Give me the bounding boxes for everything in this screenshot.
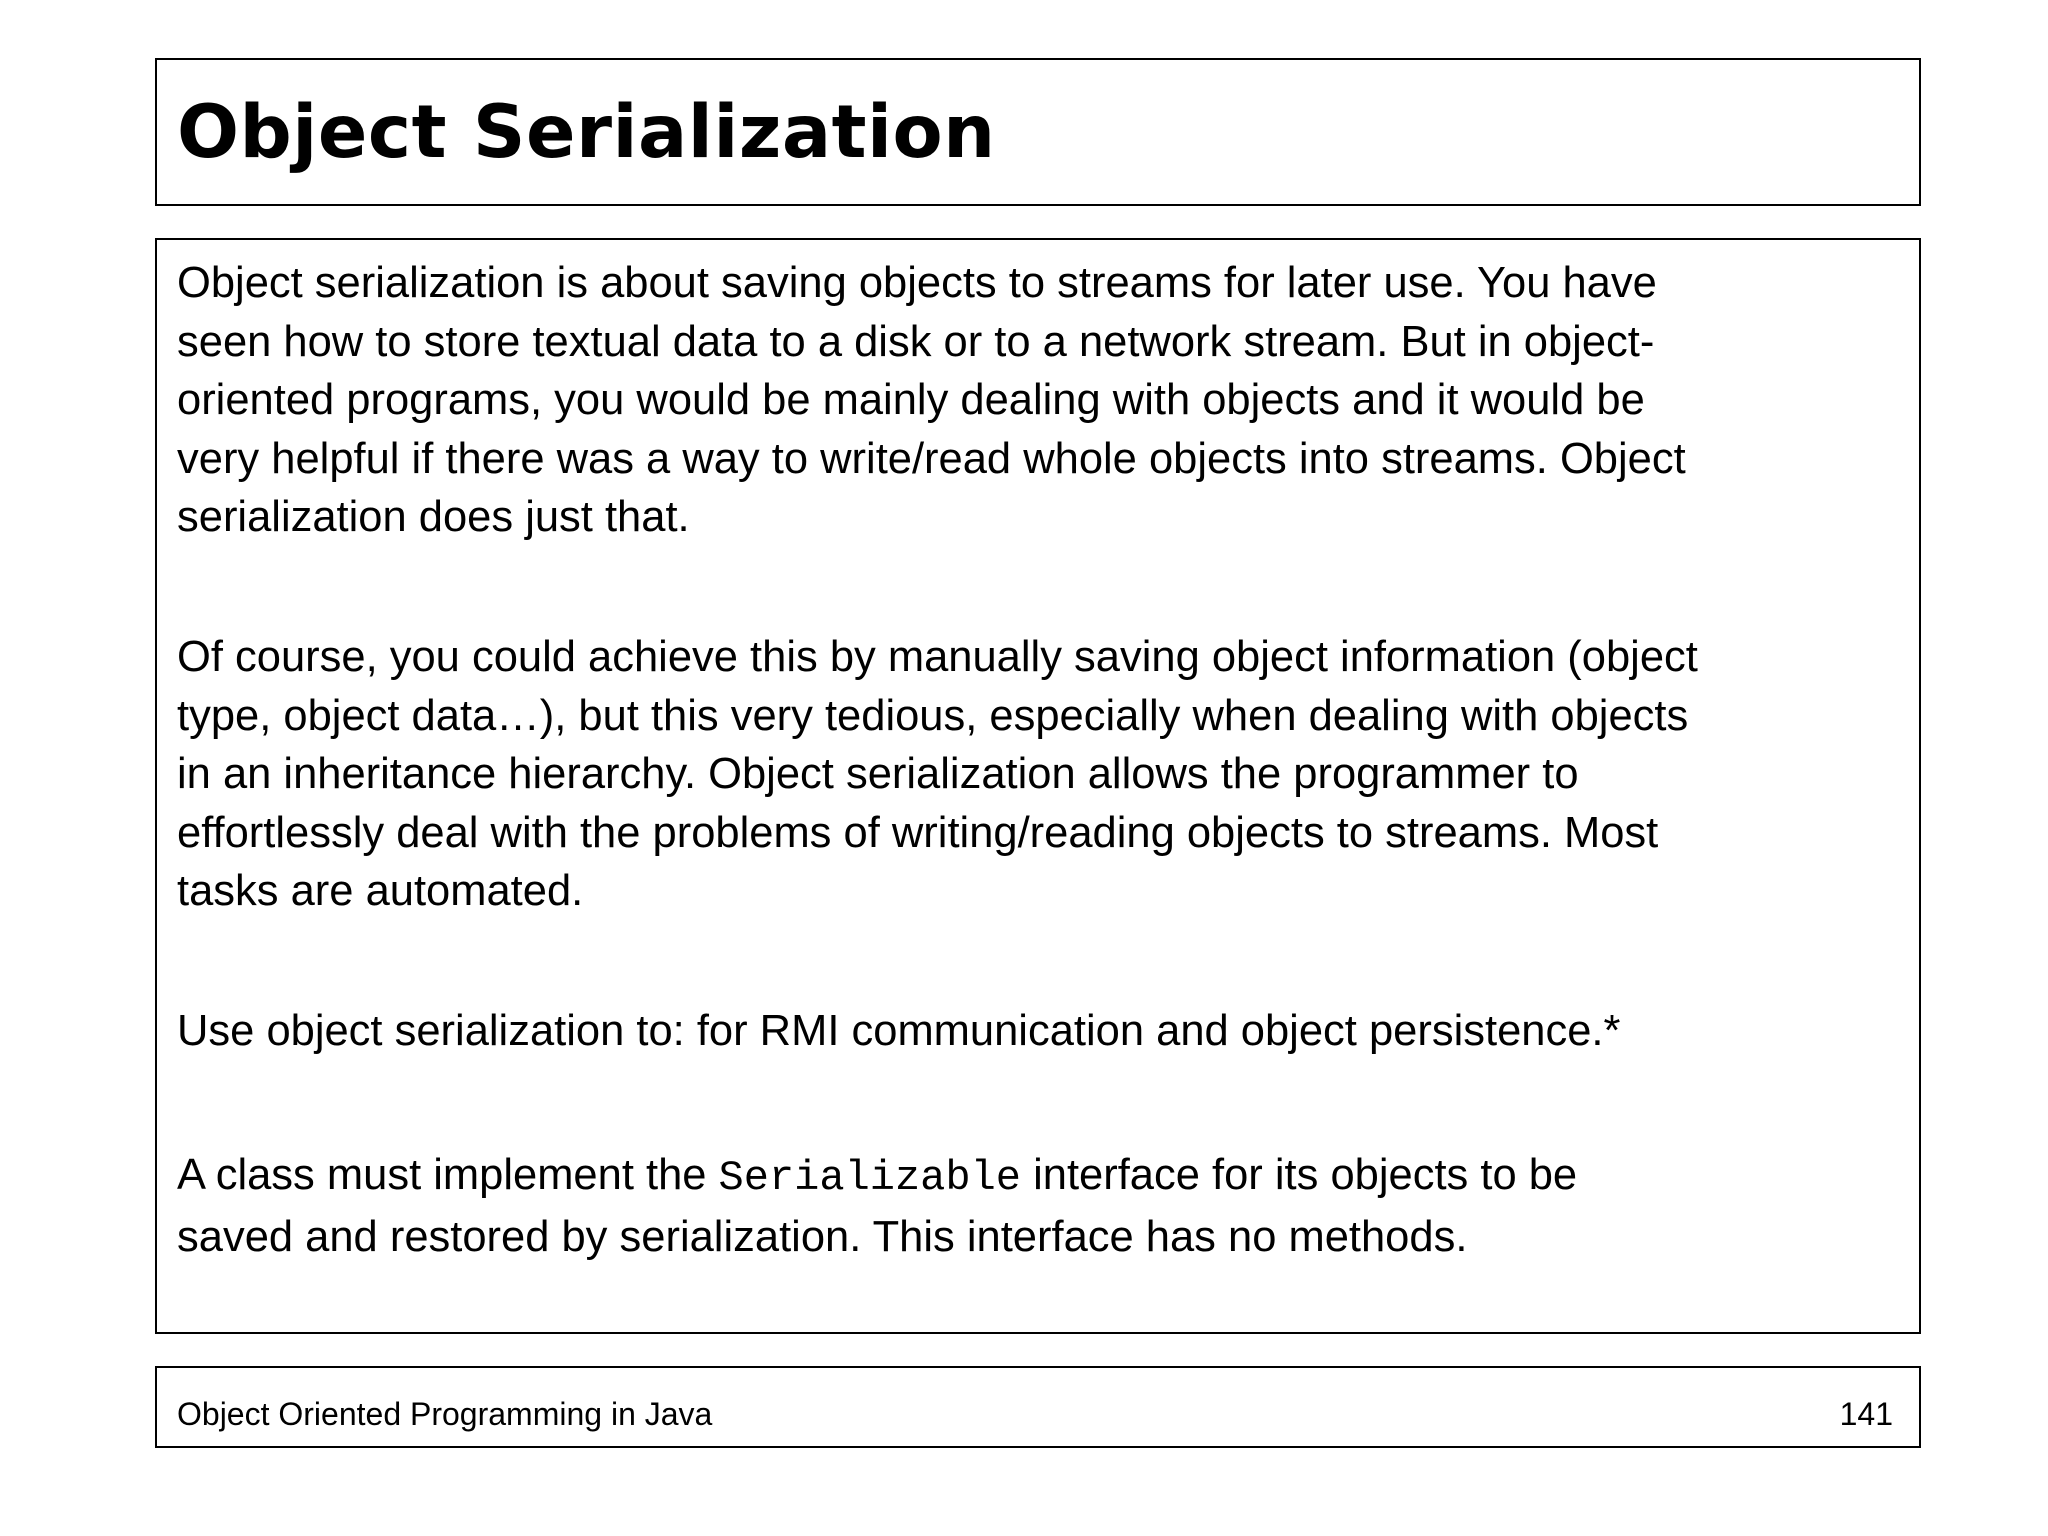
paragraph-line: tasks are automated. xyxy=(177,867,584,915)
paragraph-serializable-interface xyxy=(177,1146,1577,1266)
footer-course-title: Object Oriented Programming in Java xyxy=(177,1396,713,1432)
paragraph-line: seen how to store textual data to a disk or to a network stream. But in object- xyxy=(177,317,1655,366)
text-after-code: interface for its objects to be xyxy=(1021,1151,1578,1199)
title-box xyxy=(155,58,1921,206)
footer-box xyxy=(155,1366,1921,1448)
paragraph-line: serialization does just that. xyxy=(177,493,690,541)
code-serializable: Serializable xyxy=(718,1154,1021,1202)
text-before-code: A class must implement the xyxy=(177,1151,719,1199)
paragraph-line: Of course, you could achieve this by manually saving object information (object xyxy=(177,633,1698,681)
content-box xyxy=(155,238,1921,1334)
paragraph-line: saved and restored by serialization. This interface has no methods. xyxy=(177,1212,1468,1261)
paragraph-intro xyxy=(177,254,1686,547)
paragraph-line: Use object serialization to: for RMI communication and object persistence.* xyxy=(177,1007,1621,1055)
slide-title: Object Serialization xyxy=(177,90,996,175)
paragraph-line: very helpful if there was a way to write/read whole objects into streams. Object xyxy=(177,434,1686,483)
paragraph-line: in an inheritance hierarchy. Object serialization allows the programmer to xyxy=(177,750,1579,798)
paragraph-uses xyxy=(177,1002,1620,1061)
paragraph-manual-saving xyxy=(177,628,1698,921)
paragraph-line: Object serialization is about saving objects to streams for later use. You have xyxy=(177,259,1657,307)
paragraph-line: effortlessly deal with the problems of writing/reading objects to streams. Most xyxy=(177,808,1659,857)
paragraph-line xyxy=(177,1146,1577,1208)
paragraph-line: oriented programs, you would be mainly dealing with objects and it would be xyxy=(177,376,1645,424)
paragraph-line: type, object data…), but this very tedious, especially when dealing with objects xyxy=(177,691,1689,740)
page-number: 141 xyxy=(1839,1396,1893,1432)
